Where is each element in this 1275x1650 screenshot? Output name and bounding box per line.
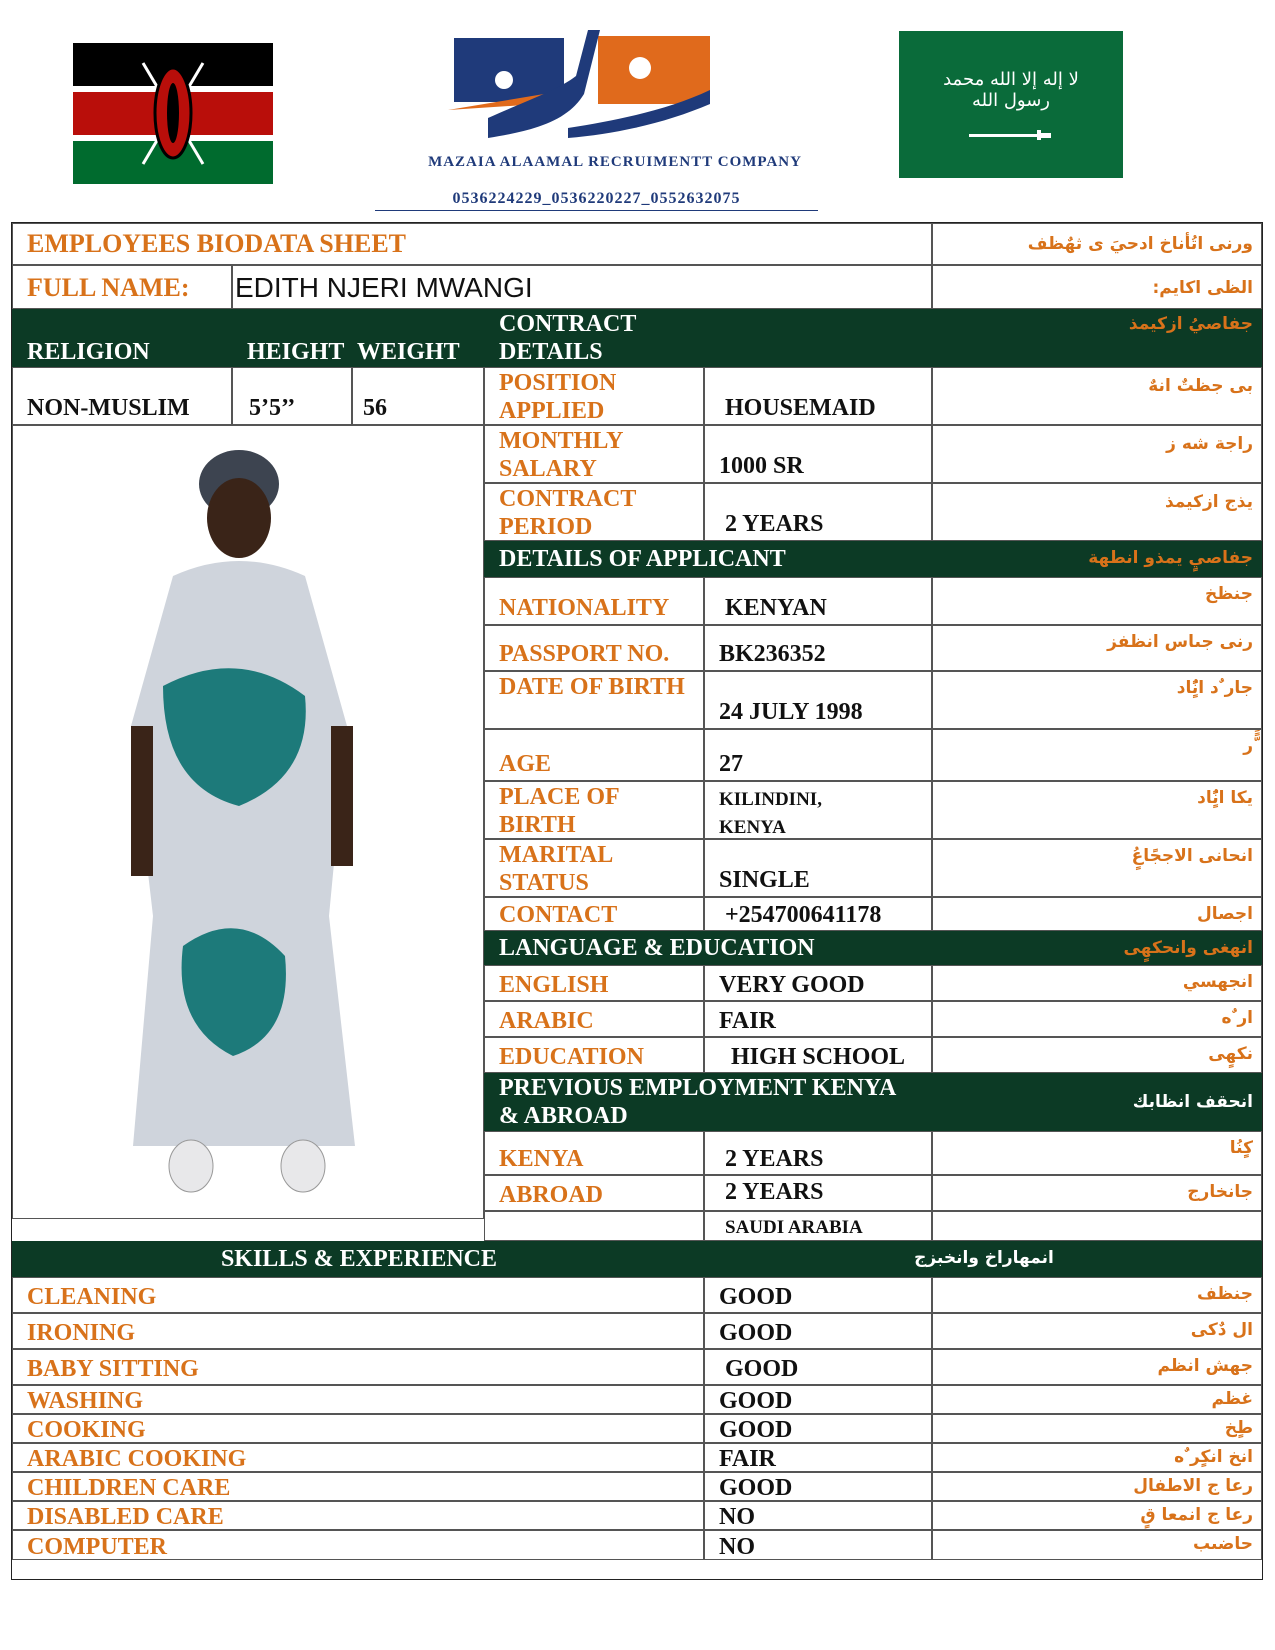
applicant-header-label: DETAILS OF APPLICANT <box>499 546 786 572</box>
employment-header-ar: انحقف انظابك <box>1132 1092 1253 1112</box>
english-value: VERY GOOD <box>719 972 865 998</box>
skill-children-care-value: GOOD <box>719 1475 793 1501</box>
kenya-employment-value: 2 YEARS <box>725 1146 824 1172</box>
arabic-label: ARABIC <box>499 1008 594 1034</box>
employment-row-value-cell <box>704 1131 932 1175</box>
skill-computer-label: COMPUTER <box>27 1534 167 1560</box>
position-applied-label: POSITION APPLIED <box>499 370 617 424</box>
applicant-photo <box>12 425 484 1219</box>
contract-period-label: CONTRACT PERIOD <box>499 486 636 540</box>
passport-value: BK236352 <box>719 641 826 667</box>
skill-baby-sitting-label: BABY SITTING <box>27 1356 199 1382</box>
skill-children-care-label: CHILDREN CARE <box>27 1475 231 1501</box>
skill-row-ar-cell <box>932 1472 1262 1501</box>
dob-label: DATE OF BIRTH <box>499 674 685 700</box>
biodata-sheet <box>11 222 1263 1580</box>
kenya-flag <box>73 43 273 184</box>
applicant-row-label-cell <box>484 577 704 625</box>
employment-header <box>484 1073 932 1131</box>
employment-country-ar-cell <box>932 1211 1262 1241</box>
applicant-row-value-cell <box>704 781 932 839</box>
skill-cooking-ar: طٍخ <box>1224 1418 1253 1438</box>
religion-value: NON-MUSLIM <box>27 395 190 421</box>
applicant-header-ar-cell <box>932 541 1262 577</box>
applicant-row-label-cell <box>484 729 704 781</box>
skill-arabic-cooking-label: ARABIC COOKING <box>27 1446 247 1472</box>
skill-row-value-cell <box>704 1313 932 1349</box>
company-phones: 0536224229_0536220227_0552632075 <box>375 190 818 211</box>
skill-baby-sitting-ar: جهش انظم <box>1157 1356 1253 1376</box>
skill-row-ar-cell <box>932 1414 1262 1443</box>
applicant-row-value-cell <box>704 671 932 729</box>
skill-disabled-care-ar: رعا ج انمعا قٍ <box>1140 1505 1253 1525</box>
nationality-value: KENYAN <box>725 595 827 621</box>
marital-ar: انحانى الاججًاعٍُ <box>1131 846 1253 866</box>
abroad-employment-ar: جانخارج <box>1187 1182 1253 1202</box>
skill-row-ar-cell <box>932 1313 1262 1349</box>
skills-header-label: SKILLS & EXPERIENCE <box>220 1246 498 1272</box>
applicant-header <box>484 541 932 577</box>
language-header <box>484 931 932 965</box>
skill-row-ar-cell <box>932 1349 1262 1385</box>
marital-label: MARITAL STATUS <box>499 842 612 896</box>
skill-cooking-value: GOOD <box>719 1417 793 1443</box>
sheet-title: EMPLOYEES BIODATA SHEET <box>27 229 407 258</box>
company-logo <box>448 30 718 142</box>
sheet-title-cell <box>12 223 932 265</box>
height-value-cell <box>232 367 352 425</box>
applicant-row-label-cell <box>484 625 704 671</box>
applicant-row-label-cell <box>484 671 704 729</box>
education-ar: نكهٍى <box>1208 1044 1253 1064</box>
education-value: HIGH SCHOOL <box>731 1044 906 1070</box>
skill-row-label-cell <box>12 1443 704 1472</box>
skill-ironing-value: GOOD <box>719 1320 793 1346</box>
skill-washing-ar: غظم <box>1211 1389 1253 1409</box>
language-row-value-cell <box>704 1037 932 1073</box>
applicant-header-ar: جفاصيٍ يمذو انطهة <box>1088 548 1253 568</box>
age-ar: ًَّر <box>1243 736 1253 756</box>
applicant-row-label-cell <box>484 781 704 839</box>
sheet-title-ar-cell <box>932 223 1262 265</box>
applicant-row-ar-cell <box>932 729 1262 781</box>
abroad-country-value: SAUDI ARABIA <box>725 1217 863 1238</box>
language-row-label-cell <box>484 965 704 1001</box>
skill-cleaning-ar: جنظف <box>1197 1284 1253 1304</box>
applicant-row-value-cell <box>704 897 932 931</box>
skill-row-ar-cell <box>932 1443 1262 1472</box>
skill-arabic-cooking-ar: انخ انكٍر ٌه <box>1174 1447 1253 1467</box>
age-value: 27 <box>719 751 743 777</box>
applicant-row-ar-cell <box>932 781 1262 839</box>
height-label: HEIGHT <box>247 339 345 365</box>
company-name: MAZAIA ALAAMAL RECRUIMENTT COMPANY <box>428 154 802 170</box>
skill-row-label-cell <box>12 1277 704 1313</box>
contact-label: CONTACT <box>499 902 618 928</box>
religion-label: RELIGION <box>27 339 150 365</box>
skill-row-value-cell <box>704 1414 932 1443</box>
language-row-label-cell <box>484 1001 704 1037</box>
arabic-ar: ار ٌه <box>1221 1008 1253 1028</box>
employment-country-label-cell <box>484 1211 704 1241</box>
skill-cleaning-value: GOOD <box>719 1284 793 1310</box>
contract-row-ar-cell <box>932 483 1262 541</box>
full-name-cell <box>232 265 932 309</box>
passport-label: PASSPORT NO. <box>499 641 670 667</box>
skill-row-value-cell <box>704 1530 932 1560</box>
kenya-employment-label: KENYA <box>499 1146 584 1172</box>
skill-row-value-cell <box>704 1349 932 1385</box>
english-ar: انجهسي <box>1182 972 1253 992</box>
skill-row-label-cell <box>12 1472 704 1501</box>
abroad-employment-label: ABROAD <box>499 1182 604 1208</box>
kenya-employment-ar: كٍنُا <box>1229 1138 1253 1158</box>
pob-value: KILINDINI, KENYA <box>719 789 822 838</box>
skill-computer-value: NO <box>719 1534 755 1560</box>
weight-value-cell <box>352 367 484 425</box>
monthly-salary-label: MONTHLY SALARY <box>499 428 623 482</box>
contract-row-label-cell <box>484 367 704 425</box>
skill-row-label-cell <box>12 1385 704 1414</box>
applicant-row-value-cell <box>704 625 932 671</box>
height-value: 5’5’’ <box>249 395 296 421</box>
employment-header-label: PREVIOUS EMPLOYMENT KENYA & ABROAD <box>499 1075 896 1129</box>
monthly-salary-value: 1000 SR <box>719 453 804 479</box>
employment-row-label-cell <box>484 1131 704 1175</box>
contract-details-ar: جفاصيُ ازكيمذ <box>1128 314 1253 334</box>
full-name-ar-cell <box>932 265 1262 309</box>
employment-header-ar-cell <box>932 1073 1262 1131</box>
skill-row-ar-cell <box>932 1530 1262 1560</box>
contract-row-value-cell <box>704 483 932 541</box>
contract-period-value: 2 YEARS <box>725 511 824 537</box>
skill-ironing-label: IRONING <box>27 1320 136 1346</box>
english-label: ENGLISH <box>499 972 609 998</box>
skill-row-label-cell <box>12 1349 704 1385</box>
contract-details-ar-cell <box>932 309 1262 367</box>
dob-ar: جار ٌد انًٍُاد <box>1176 678 1253 698</box>
skill-children-care-ar: رعا ج الاطفال <box>1133 1476 1253 1496</box>
saudi-flag-shahada: لا إله إلا الله محمد رسول الله <box>943 69 1079 111</box>
position-applied-value: HOUSEMAID <box>725 395 876 421</box>
skill-baby-sitting-value: GOOD <box>725 1356 799 1382</box>
skill-disabled-care-label: DISABLED CARE <box>27 1504 224 1530</box>
skill-ironing-ar: ال دٌكى <box>1190 1320 1253 1340</box>
language-header-ar-cell <box>932 931 1262 965</box>
applicant-row-ar-cell <box>932 839 1262 897</box>
monthly-salary-ar: راجة شه ز <box>1166 434 1253 454</box>
skill-computer-ar: حاضىب <box>1193 1534 1253 1554</box>
marital-value: SINGLE <box>719 867 810 893</box>
full-name-label: FULL NAME: <box>27 273 190 302</box>
employment-row-label-cell <box>484 1175 704 1211</box>
age-label: AGE <box>499 751 552 777</box>
employment-row-ar-cell <box>932 1131 1262 1175</box>
education-label: EDUCATION <box>499 1044 644 1070</box>
applicant-row-value-cell <box>704 577 932 625</box>
skill-row-ar-cell <box>932 1501 1262 1530</box>
contract-row-ar-cell <box>932 367 1262 425</box>
applicant-row-ar-cell <box>932 897 1262 931</box>
skill-row-value-cell <box>704 1443 932 1472</box>
contract-row-label-cell <box>484 425 704 483</box>
skill-arabic-cooking-value: FAIR <box>719 1446 776 1472</box>
applicant-photo-figure <box>13 426 484 1219</box>
nationality-label: NATIONALITY <box>499 595 670 621</box>
skill-row-value-cell <box>704 1501 932 1530</box>
language-header-label: LANGUAGE & EDUCATION <box>499 935 815 961</box>
contract-row-ar-cell <box>932 425 1262 483</box>
applicant-row-label-cell <box>484 839 704 897</box>
skills-header-ar-cell <box>704 1241 1262 1277</box>
skills-header-ar: انمهاراخ وانخبزج <box>914 1248 1054 1268</box>
employment-row-ar-cell <box>932 1175 1262 1211</box>
language-row-ar-cell <box>932 965 1262 1001</box>
sheet-title-ar: ورنى اتُأناخ ادحيَ ى ثهٌظف <box>1027 234 1253 254</box>
skill-row-label-cell <box>12 1530 704 1560</box>
position-applied-ar: بى جظتٌ انهٌ <box>1148 376 1253 396</box>
applicant-row-value-cell <box>704 839 932 897</box>
contract-details-header <box>484 309 704 367</box>
abroad-employment-value: 2 YEARS <box>725 1179 824 1205</box>
passport-ar: رنى جىاس انظفز <box>1107 632 1253 652</box>
nationality-ar: جنظخ <box>1204 584 1253 604</box>
pob-ar: يكا انًٍُاد <box>1197 788 1253 808</box>
skill-cooking-label: COOKING <box>27 1417 146 1443</box>
contract-details-header-blank <box>704 309 932 367</box>
skill-washing-label: WASHING <box>27 1388 144 1414</box>
personal-header <box>12 309 484 367</box>
skill-row-label-cell <box>12 1313 704 1349</box>
language-row-value-cell <box>704 1001 932 1037</box>
weight-value: 56 <box>363 395 387 421</box>
employment-country-cell <box>704 1211 932 1241</box>
contract-row-value-cell <box>704 425 932 483</box>
full-name: EDITH NJERI MWANGI <box>235 272 533 303</box>
full-name-ar: الظى اكايم: <box>1152 278 1253 298</box>
skill-disabled-care-value: NO <box>719 1504 755 1530</box>
contact-ar: اجصال <box>1197 904 1253 924</box>
weight-label: WEIGHT <box>357 339 460 365</box>
skill-row-value-cell <box>704 1277 932 1313</box>
skill-washing-value: GOOD <box>719 1388 793 1414</box>
applicant-row-ar-cell <box>932 577 1262 625</box>
skill-row-label-cell <box>12 1414 704 1443</box>
language-header-ar: انهغى وانحكهٍى <box>1123 938 1253 958</box>
employment-row-value-cell <box>704 1175 932 1211</box>
language-row-ar-cell <box>932 1001 1262 1037</box>
applicant-row-label-cell <box>484 897 704 931</box>
religion-value-cell <box>12 367 232 425</box>
dob-value: 24 JULY 1998 <box>719 699 863 725</box>
arabic-value: FAIR <box>719 1008 776 1034</box>
skill-row-ar-cell <box>932 1277 1262 1313</box>
language-row-ar-cell <box>932 1037 1262 1073</box>
full-name-label-cell <box>12 265 232 309</box>
applicant-row-ar-cell <box>932 671 1262 729</box>
skill-row-value-cell <box>704 1472 932 1501</box>
contract-row-label-cell <box>484 483 704 541</box>
contract-row-value-cell <box>704 367 932 425</box>
applicant-row-ar-cell <box>932 625 1262 671</box>
language-row-value-cell <box>704 965 932 1001</box>
skills-header <box>12 1241 704 1277</box>
pob-label: PLACE OF BIRTH <box>499 784 619 838</box>
skill-row-value-cell <box>704 1385 932 1414</box>
sword-icon <box>969 129 1053 141</box>
contact-value: +254700641178 <box>725 902 882 928</box>
contract-details-label: CONTRACT DETAILS <box>499 311 636 365</box>
skill-row-ar-cell <box>932 1385 1262 1414</box>
skill-cleaning-label: CLEANING <box>27 1284 157 1310</box>
saudi-flag <box>899 31 1123 178</box>
language-row-label-cell <box>484 1037 704 1073</box>
contract-period-ar: يذج ازكيمذ <box>1164 492 1253 512</box>
skill-row-label-cell <box>12 1501 704 1530</box>
applicant-row-value-cell <box>704 729 932 781</box>
